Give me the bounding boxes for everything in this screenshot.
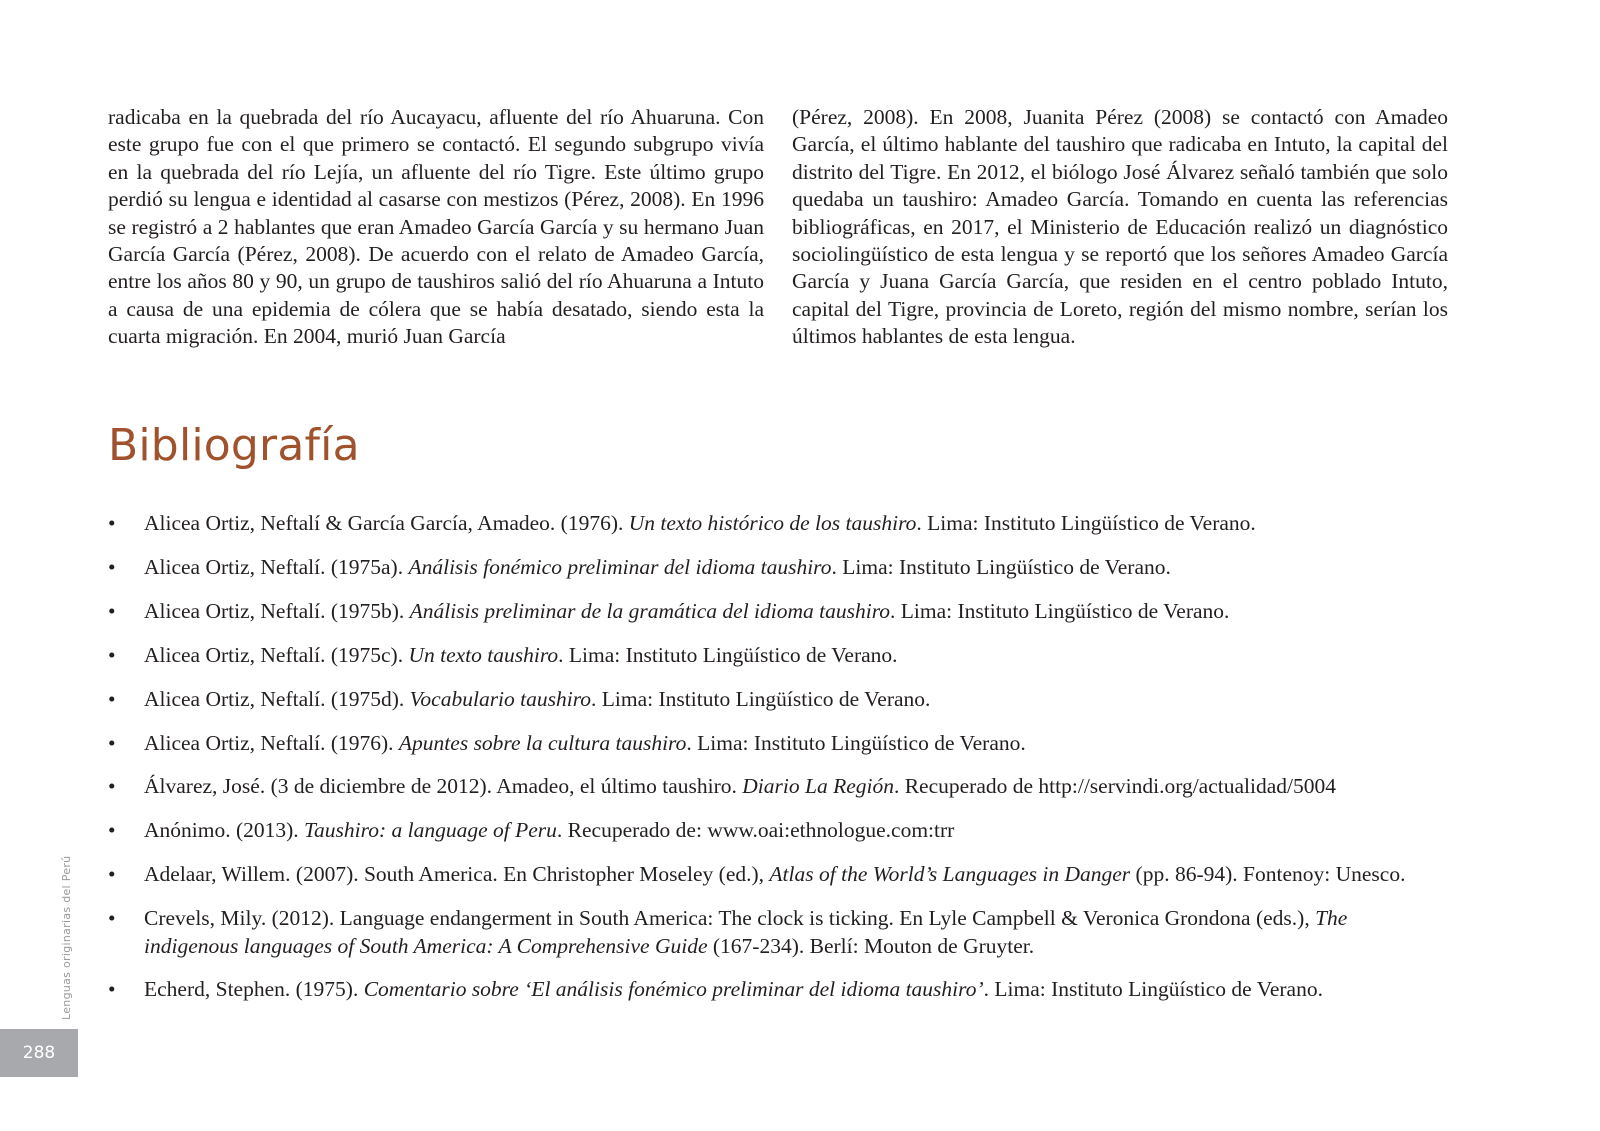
reference-author-part: Alicea Ortiz, Neftalí. (1975d). bbox=[144, 686, 410, 711]
right-column-paragraph: (Pérez, 2008). En 2008, Juanita Pérez (2008) se contactó con Amadeo García, el último hablante del taushiro que radicaba en Intuto, la capital del distrito del Tigre. En 2012, el biólogo José Álvarez señaló también que solo quedaba un taushiro: Amadeo García. Tomando en cuenta las referencias bibliográficas, en 2017, el Ministerio de Educación realizó un diagnóstico sociolingüístico de esta lengua y se reportó que los señores Amadeo García García y Juana García García, que residen en el centro poblado Intuto, capital del Tigre, provincia de Loreto, región del mismo nombre, serían los últimos hablantes de esta lengua. bbox=[792, 105, 1448, 349]
reference-publisher-part: . Lima: Instituto Lingüístico de Verano. bbox=[686, 730, 1026, 755]
reference-title: Atlas of the World’s Languages in Danger bbox=[769, 862, 1131, 887]
reference-publisher-part: . Recuperado de: www.oai:ethnologue.com:trr bbox=[556, 818, 955, 843]
reference-author-part: Alicea Ortiz, Neftalí. (1975c). bbox=[144, 642, 409, 667]
bullet-icon: • bbox=[108, 554, 116, 579]
bullet-icon: • bbox=[108, 511, 116, 535]
reference-title: Comentario sobre ‘El análisis fonémico preliminar del idioma taushiro’ bbox=[363, 977, 984, 1002]
reference-title: Diario La Región bbox=[742, 774, 894, 799]
left-column-paragraph: radicaba en la quebrada del río Aucayacu, afluente del río Ahuaruna. Con este grupo fue con el que primero se contactó. El segundo subgrupo vivía en la quebrada del río Lejía, un afluente del río Tigre. Este último grupo perdió su lengua e identidad al casarse con mestizos (Pérez, 2008). En 1996 se registró a 2 hablantes que eran Amadeo García García y su hermano Juan García García (Pérez, 2008). De acuerdo con el relato de Amadeo García, entre los años 80 y 90, un grupo de taushiros salió del río Ahuaruna a Intuto a causa de una epidemia de cólera que se había desatado, siendo esta la cuarta migración. En 2004, murió Juan García bbox=[108, 105, 764, 349]
bullet-icon: • bbox=[108, 642, 116, 667]
section-heading: Bibliografía bbox=[108, 420, 360, 471]
reference-item bbox=[108, 861, 1428, 888]
reference-title: The indigenous languages of South America: A Comprehensive Guide bbox=[144, 906, 1348, 958]
reference-title: Análisis preliminar de la gramática del idioma taushiro bbox=[409, 598, 891, 623]
reference-author-part: Alicea Ortiz, Neftalí. (1976). bbox=[144, 730, 399, 755]
page-number-box bbox=[0, 1029, 78, 1077]
reference-author-part: Adelaar, Willem. (2007). South America. En Christopher Moseley (ed.), bbox=[144, 862, 770, 887]
bullet-icon: • bbox=[108, 686, 116, 711]
reference-item bbox=[108, 686, 1428, 713]
reference-author-part: Crevels, Mily. (2012). Language endangerment in South America: The clock is ticking. En Lyle Campbell & Veronica Grondona (eds.), bbox=[144, 906, 1316, 931]
reference-author-part: Álvarez, José. (3 de diciembre de 2012). Amadeo, el último taushiro. bbox=[144, 774, 743, 799]
reference-author-part: Anónimo. (2013). bbox=[144, 818, 305, 843]
reference-item bbox=[108, 554, 1428, 581]
bullet-icon: • bbox=[108, 598, 116, 623]
reference-item bbox=[108, 598, 1428, 625]
reference-item bbox=[108, 730, 1428, 757]
body-columns bbox=[108, 104, 1448, 351]
reference-publisher-part: . Lima: Instituto Lingüístico de Verano. bbox=[890, 598, 1230, 623]
bullet-icon: • bbox=[108, 862, 116, 887]
reference-title: Apuntes sobre la cultura taushiro bbox=[398, 730, 687, 755]
bullet-icon: • bbox=[108, 730, 116, 755]
reference-title: Taushiro: a language of Peru bbox=[304, 818, 557, 843]
bullet-icon: • bbox=[108, 818, 116, 843]
reference-publisher-part: (167-234). Berlí: Mouton de Gruyter. bbox=[707, 933, 1035, 958]
reference-title: Un texto taushiro bbox=[408, 642, 559, 667]
page-number: 288 bbox=[22, 1043, 56, 1063]
bullet-icon: • bbox=[108, 906, 116, 931]
bullet-icon: • bbox=[108, 977, 116, 1002]
reference-publisher-part: (pp. 86-94). Fontenoy: Unesco. bbox=[1130, 862, 1406, 887]
reference-publisher-part: . Lima: Instituto Lingüístico de Verano. bbox=[831, 554, 1171, 579]
reference-publisher-part: . Recuperado de http://servindi.org/actualidad/5004 bbox=[893, 774, 1336, 799]
reference-title: Un texto histórico de los taushiro bbox=[628, 511, 917, 535]
reference-publisher-part: . Lima: Instituto Lingüístico de Verano. bbox=[916, 511, 1256, 535]
reference-item bbox=[108, 817, 1428, 844]
reference-item bbox=[108, 976, 1428, 1003]
reference-author-part: Alicea Ortiz, Neftalí. (1975a). bbox=[144, 554, 409, 579]
reference-item bbox=[108, 773, 1428, 800]
reference-title: Análisis fonémico preliminar del idioma taushiro bbox=[408, 554, 832, 579]
reference-item bbox=[108, 510, 1428, 537]
reference-item bbox=[108, 642, 1428, 669]
side-running-title: Lenguas originarias del Perú bbox=[60, 855, 73, 1020]
reference-item bbox=[108, 905, 1428, 960]
bullet-icon: • bbox=[108, 774, 116, 799]
reference-publisher-part: . Lima: Instituto Lingüístico de Verano. bbox=[591, 686, 931, 711]
reference-publisher-part: . Lima: Instituto Lingüístico de Verano. bbox=[983, 977, 1323, 1002]
reference-author-part: Echerd, Stephen. (1975). bbox=[144, 977, 364, 1002]
reference-author-part: Alicea Ortiz, Neftalí. (1975b). bbox=[144, 598, 410, 623]
reference-title: Vocabulario taushiro bbox=[409, 686, 592, 711]
bibliography-list bbox=[108, 510, 1428, 1020]
reference-author-part: Alicea Ortiz, Neftalí & García García, Amadeo. (1976). bbox=[144, 511, 629, 535]
reference-publisher-part: . Lima: Instituto Lingüístico de Verano. bbox=[558, 642, 898, 667]
